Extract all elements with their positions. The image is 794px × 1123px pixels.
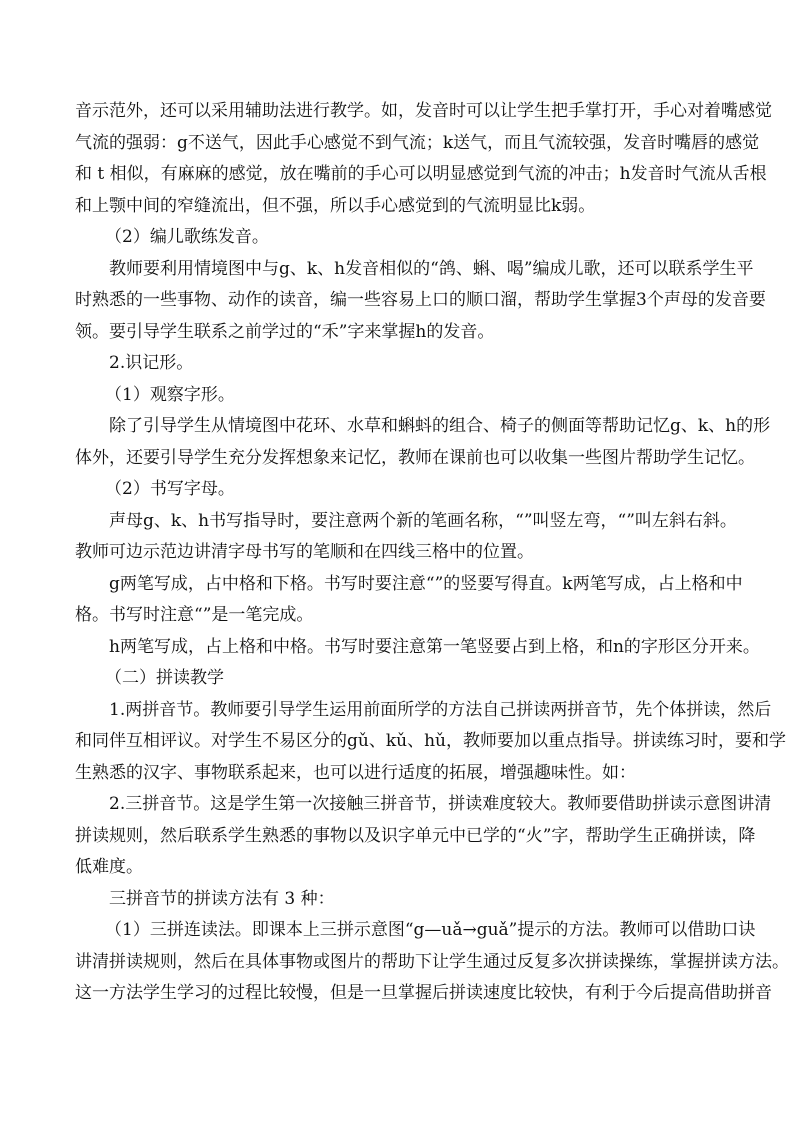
paragraph-line: 声母g、k、h书写指导时，要注意两个新的笔画名称，“”叫竖左弯，“”叫左斜右斜。 xyxy=(109,510,737,531)
paragraph-line: 气流的强弱：g不送气，因此手心感觉不到气流；k送气，而且气流较强，发音时嘴唇的感觉 xyxy=(75,132,760,153)
paragraph-line: 拼读规则，然后联系学生熟悉的事物以及识字单元中已学的“火”字，帮助学生正确拼读，降 xyxy=(75,825,756,846)
paragraph-line: 这一方法学生学习的过程比较慢，但是一旦掌握后拼读速度比较快，有利于今后提高借助拼音 xyxy=(75,983,772,1003)
paragraph-line: 音示范外，还可以采用辅助法进行教学。如，发音时可以让学生把手掌打开，手心对着嘴感觉 xyxy=(75,101,772,121)
paragraph-line: 和上颚中间的窄缝流出，但不强，所以手心感觉到的气流明显比k弱。 xyxy=(75,195,596,216)
paragraph-line: 教师可边示范边讲清字母书写的笔顺和在四线三格中的位置。 xyxy=(75,542,534,562)
paragraph-line: 时熟悉的一些事物、动作的读音，编一些容易上口的顺口溜，帮助学生掌握3个声母的发音要 xyxy=(75,290,766,310)
paragraph-line: 三拼音节的拼读方法有 3 种： xyxy=(109,888,335,909)
paragraph-line: 格。书写时注意“”是一笔完成。 xyxy=(75,605,314,625)
section-heading: （2）编儿歌练发音。 xyxy=(105,227,269,247)
paragraph-line: 和同伴互相评议。对学生不易区分的gǔ、kǔ、hǔ，教师要加以重点指导。拼读练习时，要和学 xyxy=(75,731,786,751)
section-heading: 2.识记形。 xyxy=(109,353,194,373)
paragraph-line: （1）三拼连读法。即课本上三拼示意图“g—uǎ→guǎ”提示的方法。教师可以借助口诀 xyxy=(105,920,756,940)
section-heading: （2）书写字母。 xyxy=(105,479,235,499)
document-page xyxy=(75,96,789,1010)
paragraph-line: 和 t 相似，有麻麻的感觉，放在嘴前的手心可以明显感觉到气流的冲击；h发音时气流从舌根 xyxy=(75,164,767,184)
paragraph-line: 低难度。 xyxy=(75,857,143,877)
paragraph-line: 教师要利用情境图中与g、k、h发音相似的“鸽、蝌、喝”编成儿歌，还可以联系学生平 xyxy=(109,258,754,279)
paragraph-line: 讲清拼读规则，然后在具体事物或图片的帮助下让学生通过反复多次拼读操练，掌握拼读方法。 xyxy=(75,951,789,972)
paragraph-line: g两笔写成，占中格和下格。书写时要注意“”的竖要写得直。k两笔写成，占上格和中 xyxy=(109,573,743,594)
paragraph-line: 体外，还要引导学生充分发挥想象来记忆，教师在课前也可以收集一些图片帮助学生记忆。 xyxy=(75,447,755,468)
paragraph-line: h两笔写成，占上格和中格。书写时要注意第一笔竖要占到上格，和n的字形区分开来。 xyxy=(109,636,760,657)
section-heading: （二）拼读教学 xyxy=(105,668,224,688)
paragraph-line: 生熟悉的汉字、事物联系起来，也可以进行适度的拓展，增强趣味性。如： xyxy=(75,762,636,783)
paragraph-line: 2.三拼音节。这是学生第一次接触三拼音节，拼读难度较大。教师要借助拼读示意图讲清 xyxy=(109,794,772,814)
paragraph-line: 领。要引导学生联系之前学过的“禾”字来掌握h的发音。 xyxy=(75,321,495,342)
section-heading: （1）观察字形。 xyxy=(105,384,235,405)
paragraph-line: 1.两拼音节。教师要引导学生运用前面所学的方法自己拼读两拼音节，先个体拼读，然后 xyxy=(109,699,772,720)
paragraph-line: 除了引导学生从情境图中花环、水草和蝌蚪的组合、椅子的侧面等帮助记忆g、k、h的形 xyxy=(109,416,771,436)
